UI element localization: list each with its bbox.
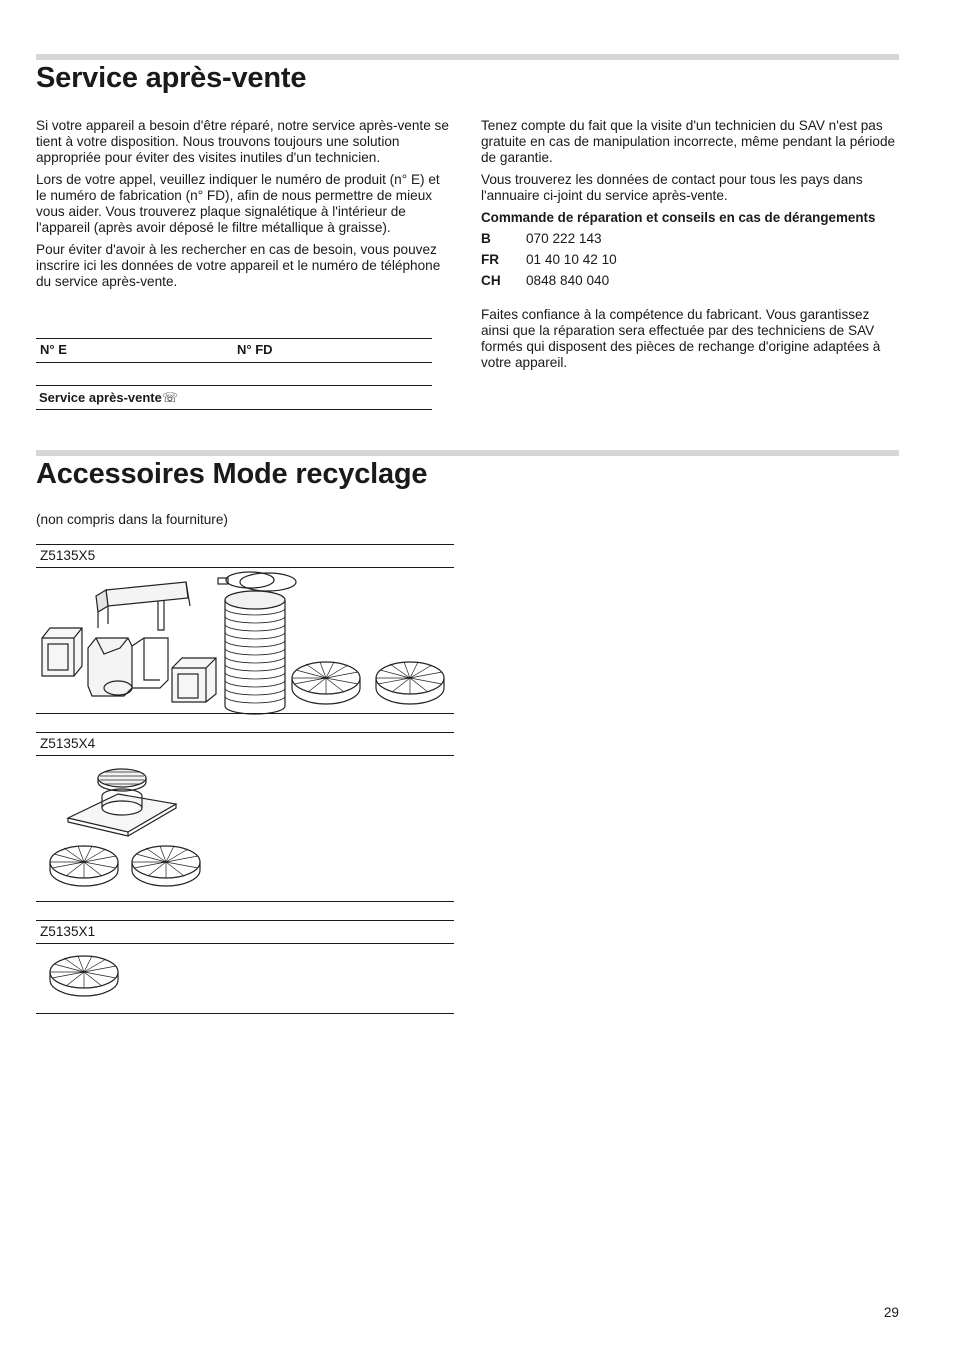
accessory-z5135x5: [36, 544, 454, 716]
accessory-z5135x1: [36, 920, 454, 1016]
fd-number-label: N° FD: [237, 342, 273, 357]
accessory-code: Z5135X5: [40, 548, 96, 563]
accessory-code: Z5135X4: [40, 736, 96, 751]
contact-paragraph: Vous trouverez les données de contact pour tous les pays dans l'annuaire ci-joint du service après-vente.: [481, 172, 863, 203]
service-phone-label: [39, 390, 178, 406]
accessory-code-line: [36, 943, 454, 944]
service-label-text: Service après-vente: [39, 390, 162, 405]
service-title: Service après-vente: [36, 62, 307, 94]
accessory-z5135x4: [36, 732, 454, 904]
service-paragraph-2: Lors de votre appel, veuillez indiquer le numéro de produit (n° E) et le numéro de fabrication (n° FD), afin de nous permettre de mieux vous aider. Vous trouverez plaque signalétique à l'intérieur de l'appareil (après avoir déposé le filtre métallique à graisse).: [36, 172, 440, 235]
page-number: 29: [883, 1305, 899, 1320]
accessory-top-line: [36, 732, 454, 733]
country-code: B: [481, 230, 491, 246]
service-paragraph-1: Si votre appareil a besoin d'être réparé, notre service après-vente se tient à votre disposition. Nous trouvons toujours une solution appropriée pour éviter des visites inutiles d'un technicien.: [36, 118, 449, 165]
form-line: [36, 338, 432, 339]
section-divider: [36, 54, 899, 60]
kit-recycling-illustration: [36, 568, 454, 713]
accessory-top-line: [36, 920, 454, 921]
accessories-note: (non compris dans la fourniture): [36, 512, 228, 527]
accessories-title: Accessoires Mode recyclage: [36, 458, 428, 490]
phone-number: 0848 840 040: [526, 272, 610, 288]
phone-icon: ☏: [161, 391, 179, 406]
service-right-column: [481, 118, 901, 377]
warranty-paragraph: Tenez compte du fait que la visite d'un technicien du SAV n'est pas gratuite en cas de manipulation incorrecte, même pendant la période de garantie.: [481, 118, 896, 165]
accessory-code: Z5135X1: [40, 924, 96, 939]
accessory-bottom-line: [36, 1013, 454, 1014]
repair-heading: Commande de réparation et conseils en cas de dérangements: [481, 210, 876, 225]
accessory-top-line: [36, 544, 454, 545]
phone-row: [481, 249, 617, 270]
appliance-data-form: [36, 338, 432, 412]
e-number-label: N° E: [40, 342, 67, 357]
phone-number: 070 222 143: [526, 230, 602, 246]
service-paragraph-3: Pour éviter d'avoir à les rechercher en cas de besoin, vous pouvez inscrire ici les données de votre appareil et le numéro de téléphone du service après-vente.: [36, 242, 441, 289]
country-code: FR: [481, 251, 500, 267]
carbon-filter-illustration: [36, 954, 136, 1004]
phone-number: 01 40 10 42 10: [526, 251, 617, 267]
kit-illustration: [36, 760, 236, 895]
phone-row: [481, 228, 617, 249]
phone-row: [481, 270, 617, 291]
form-line: [36, 362, 432, 363]
accessory-bottom-line: [36, 713, 454, 714]
accessory-bottom-line: [36, 901, 454, 902]
form-line: [36, 409, 432, 410]
section-divider: [36, 450, 899, 456]
accessory-code-line: [36, 755, 454, 756]
closing-paragraph: Faites confiance à la compétence du fabricant. Vous garantissez ainsi que la réparation sera effectuée par des techniciens de SAV formés qui disposent des pièces de rechange d'origine adaptées à votre appareil.: [481, 307, 881, 370]
phone-table: [481, 228, 617, 291]
form-line: [36, 385, 432, 386]
country-code: CH: [481, 272, 501, 288]
service-left-column: [36, 118, 452, 296]
